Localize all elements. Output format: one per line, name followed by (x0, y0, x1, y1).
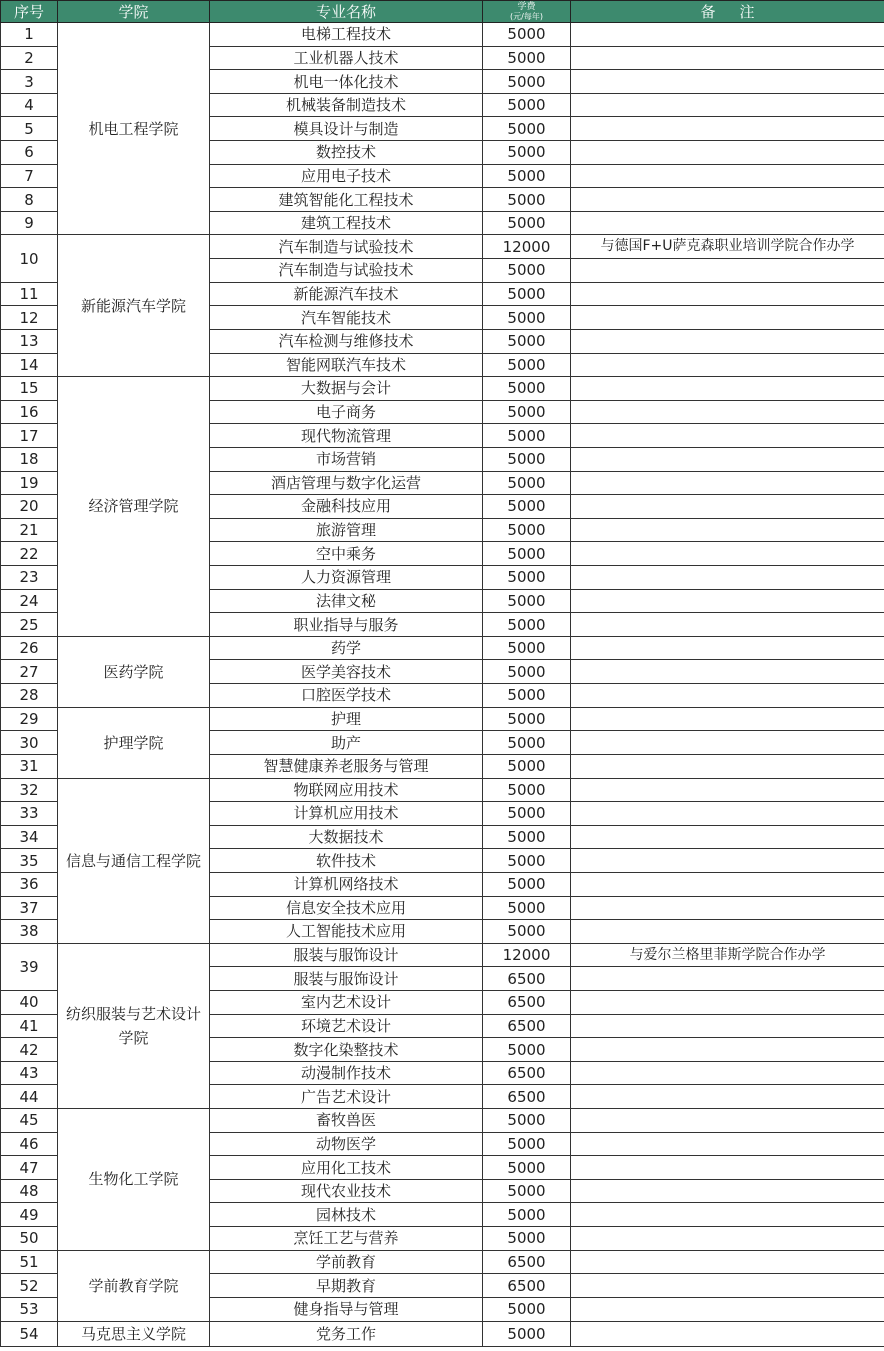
cell-note (571, 46, 884, 70)
cell-no: 9 (1, 211, 58, 235)
cell-major: 人力资源管理 (210, 566, 483, 590)
cell-note (571, 1014, 884, 1038)
cell-major: 法律文秘 (210, 589, 483, 613)
cell-major: 环境艺术设计 (210, 1014, 483, 1038)
cell-no: 23 (1, 566, 58, 590)
cell-note (571, 1085, 884, 1109)
cell-major: 空中乘务 (210, 542, 483, 566)
cell-note (571, 707, 884, 731)
header-note-label: 备注 (700, 2, 779, 21)
cell-fee: 6500 (483, 1014, 571, 1038)
table-row (1, 1250, 884, 1274)
cell-major: 机电一体化技术 (210, 70, 483, 94)
cell-no: 13 (1, 329, 58, 353)
cell-no: 21 (1, 518, 58, 542)
header-fee-unit: (元/每年) (510, 12, 543, 21)
cell-fee: 5000 (483, 825, 571, 849)
cell-no: 41 (1, 1014, 58, 1038)
cell-note (571, 495, 884, 519)
cell-fee: 5000 (483, 849, 571, 873)
cell-no: 3 (1, 70, 58, 94)
cell-college: 新能源汽车学院 (58, 235, 210, 377)
cell-fee: 5000 (483, 542, 571, 566)
table-row (1, 235, 884, 259)
cell-major: 现代农业技术 (210, 1179, 483, 1203)
table-header-row (1, 1, 884, 23)
cell-note (571, 1250, 884, 1274)
cell-note (571, 731, 884, 755)
cell-no: 12 (1, 306, 58, 330)
cell-major: 人工智能技术应用 (210, 920, 483, 944)
cell-major: 学前教育 (210, 1250, 483, 1274)
table-row (1, 1321, 884, 1346)
cell-note (571, 141, 884, 165)
cell-note (571, 518, 884, 542)
cell-fee: 5000 (483, 424, 571, 448)
cell-major: 助产 (210, 731, 483, 755)
header-major: 专业名称 (210, 1, 483, 23)
cell-college: 学前教育学院 (58, 1250, 210, 1321)
cell-no: 34 (1, 825, 58, 849)
cell-fee: 5000 (483, 684, 571, 708)
cell-major: 广告艺术设计 (210, 1085, 483, 1109)
cell-major: 建筑工程技术 (210, 211, 483, 235)
cell-no: 6 (1, 141, 58, 165)
cell-no: 26 (1, 636, 58, 660)
cell-major: 金融科技应用 (210, 495, 483, 519)
cell-major: 模具设计与制造 (210, 117, 483, 141)
cell-college: 纺织服装与艺术设计学院 (58, 943, 210, 1108)
cell-no: 52 (1, 1274, 58, 1298)
cell-fee: 5000 (483, 613, 571, 637)
cell-college: 马克思主义学院 (58, 1321, 210, 1346)
table-row (1, 377, 884, 401)
cell-fee: 5000 (483, 1038, 571, 1062)
cell-note (571, 825, 884, 849)
header-note (571, 1, 884, 23)
cell-no: 19 (1, 471, 58, 495)
cell-major: 信息安全技术应用 (210, 896, 483, 920)
cell-college: 护理学院 (58, 707, 210, 778)
table-row (1, 1109, 884, 1133)
cell-college: 机电工程学院 (58, 23, 210, 235)
cell-no: 37 (1, 896, 58, 920)
header-no: 序号 (1, 1, 58, 23)
cell-no: 45 (1, 1109, 58, 1133)
cell-note (571, 684, 884, 708)
cell-major: 工业机器人技术 (210, 46, 483, 70)
cell-note (571, 896, 884, 920)
cell-note (571, 1321, 884, 1346)
cell-fee: 5000 (483, 802, 571, 826)
cell-fee: 5000 (483, 211, 571, 235)
cell-fee: 5000 (483, 164, 571, 188)
cell-no: 35 (1, 849, 58, 873)
cell-no: 43 (1, 1061, 58, 1085)
cell-fee: 5000 (483, 117, 571, 141)
cell-no: 20 (1, 495, 58, 519)
cell-no: 42 (1, 1038, 58, 1062)
cell-note (571, 211, 884, 235)
cell-note (571, 1227, 884, 1251)
cell-note (571, 117, 884, 141)
cell-note: 与德国F+U萨克森职业培训学院合作办学 (571, 235, 884, 259)
cell-fee: 5000 (483, 636, 571, 660)
cell-note (571, 1038, 884, 1062)
cell-no: 17 (1, 424, 58, 448)
cell-college: 经济管理学院 (58, 377, 210, 637)
cell-major: 计算机应用技术 (210, 802, 483, 826)
cell-no: 44 (1, 1085, 58, 1109)
cell-no: 36 (1, 872, 58, 896)
cell-major: 物联网应用技术 (210, 778, 483, 802)
cell-no: 5 (1, 117, 58, 141)
cell-note (571, 1297, 884, 1321)
cell-major: 新能源汽车技术 (210, 282, 483, 306)
cell-no: 11 (1, 282, 58, 306)
cell-fee: 5000 (483, 329, 571, 353)
header-fee (483, 1, 571, 23)
cell-major: 烹饪工艺与营养 (210, 1227, 483, 1251)
cell-fee: 5000 (483, 589, 571, 613)
cell-major: 畜牧兽医 (210, 1109, 483, 1133)
cell-no: 4 (1, 93, 58, 117)
cell-major: 旅游管理 (210, 518, 483, 542)
cell-no: 2 (1, 46, 58, 70)
cell-major: 药学 (210, 636, 483, 660)
cell-fee: 5000 (483, 141, 571, 165)
cell-note (571, 1274, 884, 1298)
cell-major: 电梯工程技术 (210, 23, 483, 47)
cell-no: 33 (1, 802, 58, 826)
table-row (1, 23, 884, 47)
cell-major: 汽车制造与试验技术 (210, 259, 483, 283)
cell-no: 50 (1, 1227, 58, 1251)
cell-note (571, 967, 884, 991)
cell-no: 16 (1, 400, 58, 424)
cell-major: 汽车智能技术 (210, 306, 483, 330)
cell-fee: 12000 (483, 943, 571, 967)
cell-note (571, 23, 884, 47)
cell-fee: 5000 (483, 353, 571, 377)
cell-fee: 5000 (483, 447, 571, 471)
cell-major: 动漫制作技术 (210, 1061, 483, 1085)
cell-no: 38 (1, 920, 58, 944)
cell-no: 54 (1, 1321, 58, 1346)
cell-fee: 5000 (483, 1321, 571, 1346)
cell-note (571, 70, 884, 94)
cell-major: 酒店管理与数字化运营 (210, 471, 483, 495)
table-row (1, 943, 884, 967)
cell-note (571, 802, 884, 826)
cell-major: 机械装备制造技术 (210, 93, 483, 117)
cell-no: 46 (1, 1132, 58, 1156)
cell-no: 30 (1, 731, 58, 755)
cell-note (571, 589, 884, 613)
cell-major: 应用化工技术 (210, 1156, 483, 1180)
cell-fee: 5000 (483, 518, 571, 542)
cell-fee: 5000 (483, 282, 571, 306)
cell-major: 电子商务 (210, 400, 483, 424)
cell-no: 7 (1, 164, 58, 188)
cell-note (571, 93, 884, 117)
cell-fee: 5000 (483, 259, 571, 283)
cell-fee: 6500 (483, 990, 571, 1014)
cell-fee: 12000 (483, 235, 571, 259)
cell-no: 28 (1, 684, 58, 708)
cell-fee: 5000 (483, 377, 571, 401)
cell-note (571, 1203, 884, 1227)
cell-college: 信息与通信工程学院 (58, 778, 210, 943)
cell-note (571, 566, 884, 590)
cell-note (571, 849, 884, 873)
cell-fee: 5000 (483, 731, 571, 755)
cell-fee: 5000 (483, 1297, 571, 1321)
cell-major: 软件技术 (210, 849, 483, 873)
cell-major: 数控技术 (210, 141, 483, 165)
cell-fee: 5000 (483, 778, 571, 802)
cell-no: 49 (1, 1203, 58, 1227)
cell-fee: 5000 (483, 306, 571, 330)
cell-major: 数字化染整技术 (210, 1038, 483, 1062)
header-fee-label: 学费 (517, 2, 536, 12)
cell-fee: 5000 (483, 495, 571, 519)
cell-fee: 5000 (483, 400, 571, 424)
cell-no: 15 (1, 377, 58, 401)
cell-no: 10 (1, 235, 58, 282)
cell-no: 25 (1, 613, 58, 637)
cell-fee: 6500 (483, 1274, 571, 1298)
cell-no: 29 (1, 707, 58, 731)
cell-major: 大数据技术 (210, 825, 483, 849)
cell-college: 医药学院 (58, 636, 210, 707)
cell-note (571, 660, 884, 684)
cell-major: 市场营销 (210, 447, 483, 471)
table-body (1, 23, 884, 1347)
cell-major: 汽车检测与维修技术 (210, 329, 483, 353)
cell-fee: 5000 (483, 1227, 571, 1251)
cell-note: 与爱尔兰格里菲斯学院合作办学 (571, 943, 884, 967)
cell-no: 51 (1, 1250, 58, 1274)
header-college: 学院 (58, 1, 210, 23)
cell-fee: 5000 (483, 46, 571, 70)
cell-fee: 6500 (483, 967, 571, 991)
cell-major: 口腔医学技术 (210, 684, 483, 708)
cell-fee: 5000 (483, 660, 571, 684)
cell-note (571, 1156, 884, 1180)
cell-note (571, 542, 884, 566)
cell-no: 47 (1, 1156, 58, 1180)
cell-major: 早期教育 (210, 1274, 483, 1298)
cell-fee: 5000 (483, 1156, 571, 1180)
cell-note (571, 1179, 884, 1203)
cell-major: 健身指导与管理 (210, 1297, 483, 1321)
cell-no: 31 (1, 754, 58, 778)
cell-note (571, 377, 884, 401)
cell-note (571, 164, 884, 188)
cell-college: 生物化工学院 (58, 1109, 210, 1251)
cell-no: 40 (1, 990, 58, 1014)
cell-fee: 5000 (483, 896, 571, 920)
table-row (1, 778, 884, 802)
cell-no: 39 (1, 943, 58, 990)
cell-note (571, 447, 884, 471)
cell-note (571, 1109, 884, 1133)
cell-note (571, 990, 884, 1014)
cell-fee: 5000 (483, 1132, 571, 1156)
cell-fee: 6500 (483, 1085, 571, 1109)
cell-major: 室内艺术设计 (210, 990, 483, 1014)
cell-major: 应用电子技术 (210, 164, 483, 188)
cell-fee: 6500 (483, 1061, 571, 1085)
cell-fee: 5000 (483, 70, 571, 94)
cell-no: 27 (1, 660, 58, 684)
cell-major: 现代物流管理 (210, 424, 483, 448)
cell-no: 1 (1, 23, 58, 47)
cell-major: 大数据与会计 (210, 377, 483, 401)
cell-note (571, 329, 884, 353)
cell-fee: 6500 (483, 1250, 571, 1274)
cell-major: 计算机网络技术 (210, 872, 483, 896)
cell-major: 智能网联汽车技术 (210, 353, 483, 377)
cell-fee: 5000 (483, 566, 571, 590)
cell-fee: 5000 (483, 920, 571, 944)
cell-no: 32 (1, 778, 58, 802)
cell-note (571, 188, 884, 212)
cell-note (571, 471, 884, 495)
table-row (1, 707, 884, 731)
cell-fee: 5000 (483, 93, 571, 117)
cell-note (571, 754, 884, 778)
cell-fee: 5000 (483, 471, 571, 495)
cell-major: 护理 (210, 707, 483, 731)
cell-no: 8 (1, 188, 58, 212)
cell-no: 53 (1, 1297, 58, 1321)
cell-note (571, 424, 884, 448)
cell-major: 职业指导与服务 (210, 613, 483, 637)
cell-no: 24 (1, 589, 58, 613)
cell-note (571, 353, 884, 377)
cell-fee: 5000 (483, 707, 571, 731)
cell-major: 服装与服饰设计 (210, 943, 483, 967)
table-row (1, 636, 884, 660)
cell-fee: 5000 (483, 23, 571, 47)
cell-no: 18 (1, 447, 58, 471)
cell-fee: 5000 (483, 1179, 571, 1203)
cell-major: 医学美容技术 (210, 660, 483, 684)
cell-fee: 5000 (483, 1203, 571, 1227)
cell-major: 建筑智能化工程技术 (210, 188, 483, 212)
cell-note (571, 1132, 884, 1156)
cell-note (571, 872, 884, 896)
cell-note (571, 259, 884, 283)
cell-major: 服装与服饰设计 (210, 967, 483, 991)
cell-fee: 5000 (483, 872, 571, 896)
cell-major: 动物医学 (210, 1132, 483, 1156)
cell-note (571, 282, 884, 306)
cell-note (571, 636, 884, 660)
cell-no: 48 (1, 1179, 58, 1203)
cell-note (571, 306, 884, 330)
cell-fee: 5000 (483, 754, 571, 778)
cell-note (571, 400, 884, 424)
cell-note (571, 920, 884, 944)
cell-fee: 5000 (483, 1109, 571, 1133)
cell-no: 14 (1, 353, 58, 377)
cell-no: 22 (1, 542, 58, 566)
cell-note (571, 778, 884, 802)
cell-major: 党务工作 (210, 1321, 483, 1346)
cell-fee: 5000 (483, 188, 571, 212)
cell-major: 汽车制造与试验技术 (210, 235, 483, 259)
cell-note (571, 613, 884, 637)
cell-note (571, 1061, 884, 1085)
cell-major: 智慧健康养老服务与管理 (210, 754, 483, 778)
cell-major: 园林技术 (210, 1203, 483, 1227)
